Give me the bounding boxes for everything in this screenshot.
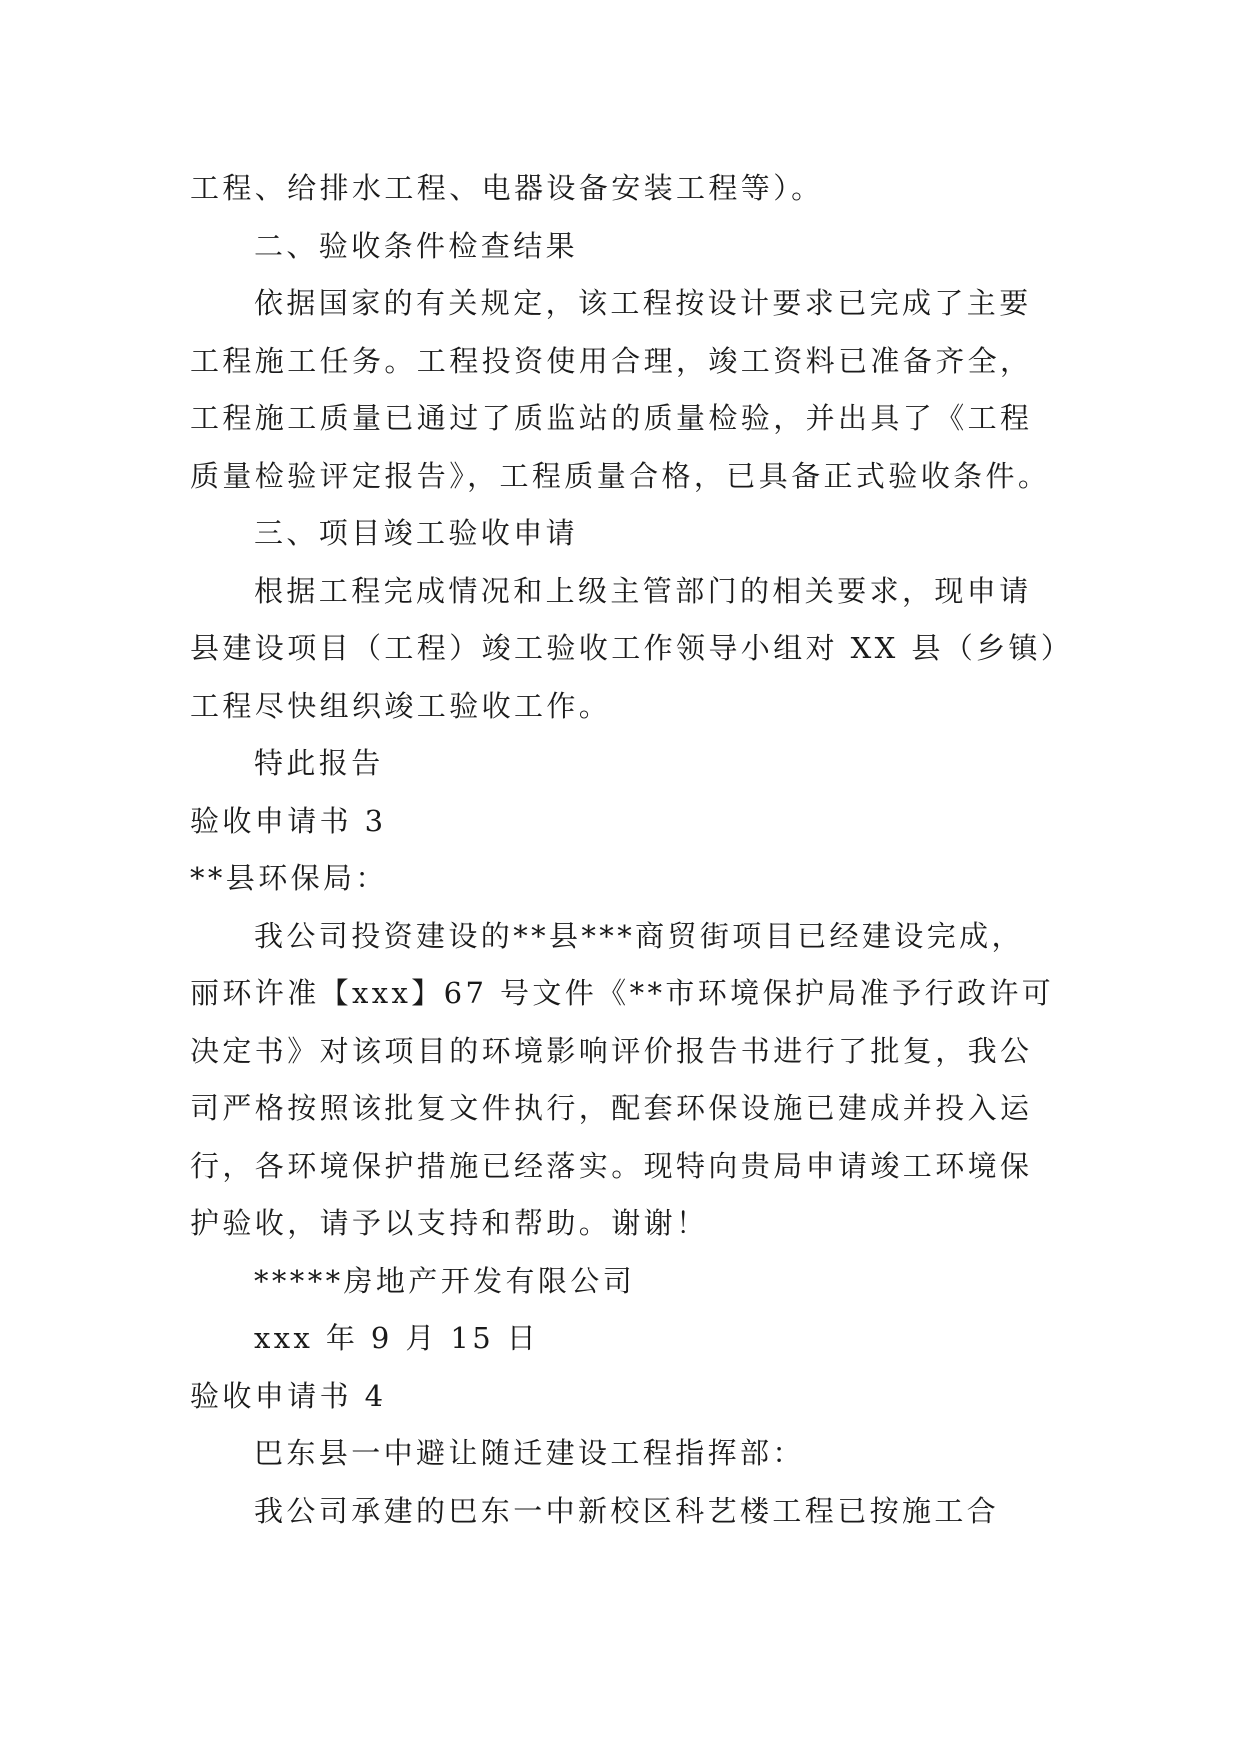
text-line: 我公司承建的巴东一中新校区科艺楼工程已按施工合 <box>254 1493 1000 1528</box>
salutation: **县环保局： <box>190 861 388 895</box>
section-heading: 二、验收条件检查结果 <box>254 228 579 263</box>
text-line: 质量检验评定报告》，工程质量合格，已具备正式验收条件。 <box>190 458 1051 493</box>
signature-date: xxx 年 9 月 15 日 <box>254 1321 540 1355</box>
text-line: 我公司投资建设的**县***商贸街项目已经建设完成， <box>254 918 1024 953</box>
text-line: 依据国家的有关规定，该工程按设计要求已完成了主要 <box>254 286 1032 320</box>
text-line: 工程施工任务。工程投资使用合理，竣工资料已准备齐全， <box>190 343 1033 378</box>
text-line: 护验收，请予以支持和帮助。谢谢！ <box>190 1206 709 1240</box>
section-heading: 三、项目竣工验收申请 <box>254 516 579 550</box>
text-line: 决定书》对该项目的环境影响评价报告书进行了批复，我公 <box>190 1033 1033 1068</box>
letter-title: 验收申请书 4 <box>190 1378 387 1413</box>
text-line: 丽环许准【xxx】67 号文件《**市环境保护局准予行政许可 <box>190 976 1055 1010</box>
document-body <box>190 160 1074 1540</box>
salutation: 巴东县一中避让随迁建设工程指挥部： <box>254 1436 805 1470</box>
text-line: 工程尽快组织竣工验收工作。 <box>190 688 612 723</box>
text-line: 根据工程完成情况和上级主管部门的相关要求，现申请 <box>254 573 1032 608</box>
text-line: 县建设项目（工程）竣工验收工作领导小组对 XX 县（乡镇） <box>190 631 1074 665</box>
signature-company: *****房地产开发有限公司 <box>254 1263 636 1298</box>
letter-title: 验收申请书 3 <box>190 803 387 838</box>
closing-line: 特此报告 <box>254 746 384 780</box>
text-line: 工程施工质量已通过了质监站的质量检验，并出具了《工程 <box>190 401 1033 435</box>
text-line: 工程、给排水工程、电器设备安装工程等）。 <box>190 171 824 205</box>
text-line: 司严格按照该批复文件执行，配套环保设施已建成并投入运 <box>190 1091 1033 1125</box>
text-line: 行，各环境保护措施已经落实。现特向贵局申请竣工环境保 <box>190 1148 1033 1183</box>
